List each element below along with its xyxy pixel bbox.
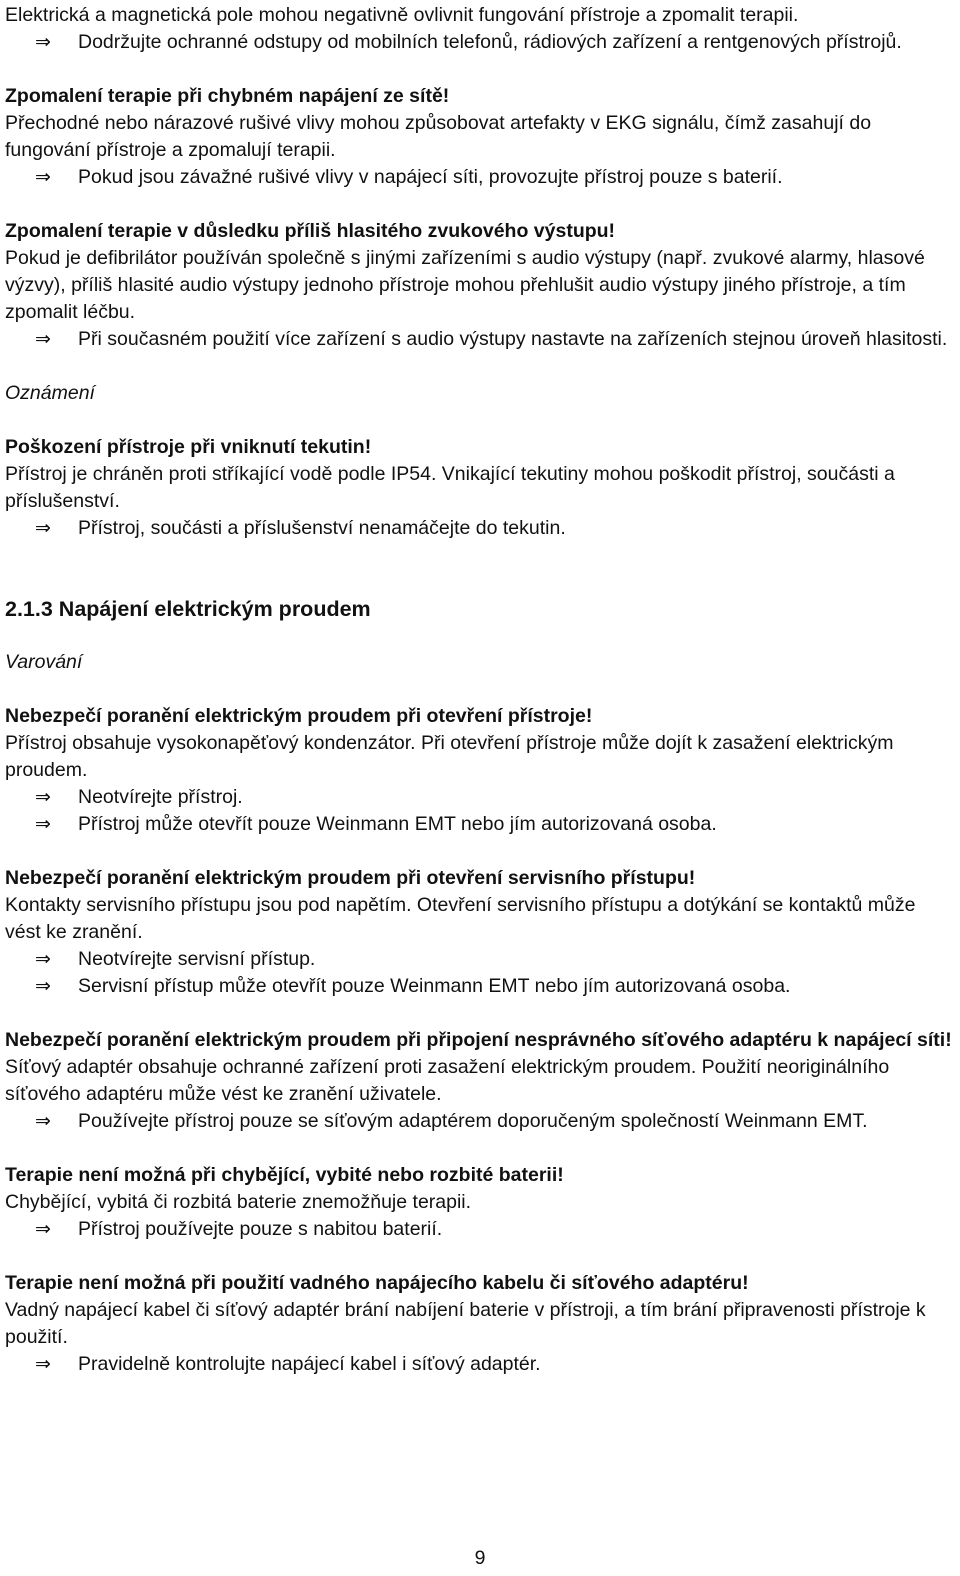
- paragraph: Síťový adaptér obsahuje ochranné zařízení proti zasažení elektrickým proudem. Použití neoriginálního síťového adaptéru může vést ke zranění uživatele.: [5, 1056, 890, 1105]
- bullet-text: Používejte přístroj pouze se síťovým adaptérem doporučeným společností Weinmann EMT.: [78, 1110, 868, 1132]
- bullet-item: [5, 973, 955, 1000]
- warning-heading: Terapie není možná při chybějící, vybité nebo rozbité baterii!: [5, 1164, 564, 1186]
- spacer: [5, 407, 955, 434]
- category-label: Oznámení: [5, 382, 95, 404]
- bullet-text: Pravidelně kontrolujte napájecí kabel i síťový adaptér.: [78, 1353, 541, 1375]
- warning-heading: Nebezpečí poranění elektrickým proudem při připojení nesprávného síťového adaptéru k napájecí síti!: [5, 1029, 952, 1051]
- bullet-item: [5, 784, 955, 811]
- bullet-text: Přístroj může otevřít pouze Weinmann EMT nebo jím autorizovaná osoba.: [78, 813, 717, 835]
- warning-heading: Zpomalení terapie při chybném napájení ze sítě!: [5, 85, 450, 107]
- paragraph: Elektrická a magnetická pole mohou negativně ovlivnit fungování přístroje a zpomalit terapii.: [5, 4, 799, 26]
- spacer: [5, 676, 955, 703]
- section-heading: 2.1.3 Napájení elektrickým proudem: [5, 597, 371, 621]
- spacer: [5, 1000, 955, 1027]
- document-page: [5, 2, 955, 1378]
- bullet-item: [5, 1216, 955, 1243]
- bullet-item: [5, 1351, 955, 1378]
- paragraph: Vadný napájecí kabel či síťový adaptér brání nabíjení baterie v přístroji, a tím brání připravenosti přístroje k použití.: [5, 1299, 926, 1348]
- bullet-item: [5, 811, 955, 838]
- paragraph: Přístroj obsahuje vysokonapěťový kondenzátor. Při otevření přístroje může dojít k zasažení elektrickým proudem.: [5, 732, 894, 781]
- spacer: [5, 569, 955, 596]
- arrow-icon: ⇒: [35, 813, 51, 835]
- paragraph: Přechodné nebo nárazové rušivé vlivy mohou způsobovat artefakty v EKG signálu, čímž zasahují do fungování přístroje a zpomalují terapii.: [5, 112, 872, 161]
- bullet-text: Dodržujte ochranné odstupy od mobilních telefonů, rádiových zařízení a rentgenových přístrojů.: [78, 31, 902, 53]
- bullet-text: Přístroj používejte pouze s nabitou baterií.: [78, 1218, 443, 1240]
- spacer: [5, 623, 955, 649]
- bullet-text: Neotvírejte servisní přístup.: [78, 948, 316, 970]
- bullet-text: Servisní přístup může otevřít pouze Weinmann EMT nebo jím autorizovaná osoba.: [78, 975, 791, 997]
- bullet-item: [5, 164, 955, 191]
- arrow-icon: ⇒: [35, 1353, 51, 1375]
- spacer: [5, 353, 955, 380]
- category-label: Varování: [5, 651, 83, 673]
- bullet-item: [5, 326, 955, 353]
- arrow-icon: ⇒: [35, 31, 51, 53]
- bullet-item: [5, 29, 955, 56]
- spacer: [5, 542, 955, 569]
- bullet-text: Přístroj, součásti a příslušenství nenamáčejte do tekutin.: [78, 517, 566, 539]
- bullet-item: [5, 515, 955, 542]
- spacer: [5, 1135, 955, 1162]
- arrow-icon: ⇒: [35, 948, 51, 970]
- paragraph: Kontakty servisního přístupu jsou pod napětím. Otevření servisního přístupu a dotýkání se kontaktů může vést ke zranění.: [5, 894, 916, 943]
- arrow-icon: ⇒: [35, 166, 51, 188]
- arrow-icon: ⇒: [35, 786, 51, 808]
- spacer: [5, 191, 955, 218]
- spacer: [5, 1243, 955, 1270]
- bullet-text: Neotvírejte přístroj.: [78, 786, 243, 808]
- bullet-text: Při současném použití více zařízení s audio výstupy nastavte na zařízeních stejnou úroveň hlasitosti.: [78, 328, 948, 350]
- spacer: [5, 838, 955, 865]
- warning-heading: Zpomalení terapie v důsledku příliš hlasitého zvukového výstupu!: [5, 220, 616, 242]
- paragraph: Přístroj je chráněn proti stříkající vodě podle IP54. Vnikající tekutiny mohou poškodit přístroj, součásti a příslušenství.: [5, 463, 895, 512]
- arrow-icon: ⇒: [35, 975, 51, 997]
- paragraph: Chybějící, vybitá či rozbitá baterie znemožňuje terapii.: [5, 1191, 472, 1213]
- arrow-icon: ⇒: [35, 1218, 51, 1240]
- warning-heading: Terapie není možná při použití vadného napájecího kabelu či síťového adaptéru!: [5, 1272, 749, 1294]
- paragraph: Pokud je defibrilátor používán společně s jinými zařízeními s audio výstupy (např. zvukové alarmy, hlasové výzvy), příliš hlasité audio výstupy jednoho přístroje mohou přehlušit audio výstupy jiného přístroje, a tím zpomalit léčbu.: [5, 247, 925, 323]
- warning-heading: Poškození přístroje při vniknutí tekutin!: [5, 436, 372, 458]
- bullet-text: Pokud jsou závažné rušivé vlivy v napájecí síti, provozujte přístroj pouze s baterií.: [78, 166, 783, 188]
- bullet-item: [5, 946, 955, 973]
- warning-heading: Nebezpečí poranění elektrickým proudem při otevření servisního přístupu!: [5, 867, 696, 889]
- arrow-icon: ⇒: [35, 517, 51, 539]
- page-number: 9: [474, 1547, 486, 1569]
- arrow-icon: ⇒: [35, 328, 51, 350]
- spacer: [5, 56, 955, 83]
- warning-heading: Nebezpečí poranění elektrickým proudem při otevření přístroje!: [5, 705, 593, 727]
- bullet-item: [5, 1108, 955, 1135]
- arrow-icon: ⇒: [35, 1110, 51, 1132]
